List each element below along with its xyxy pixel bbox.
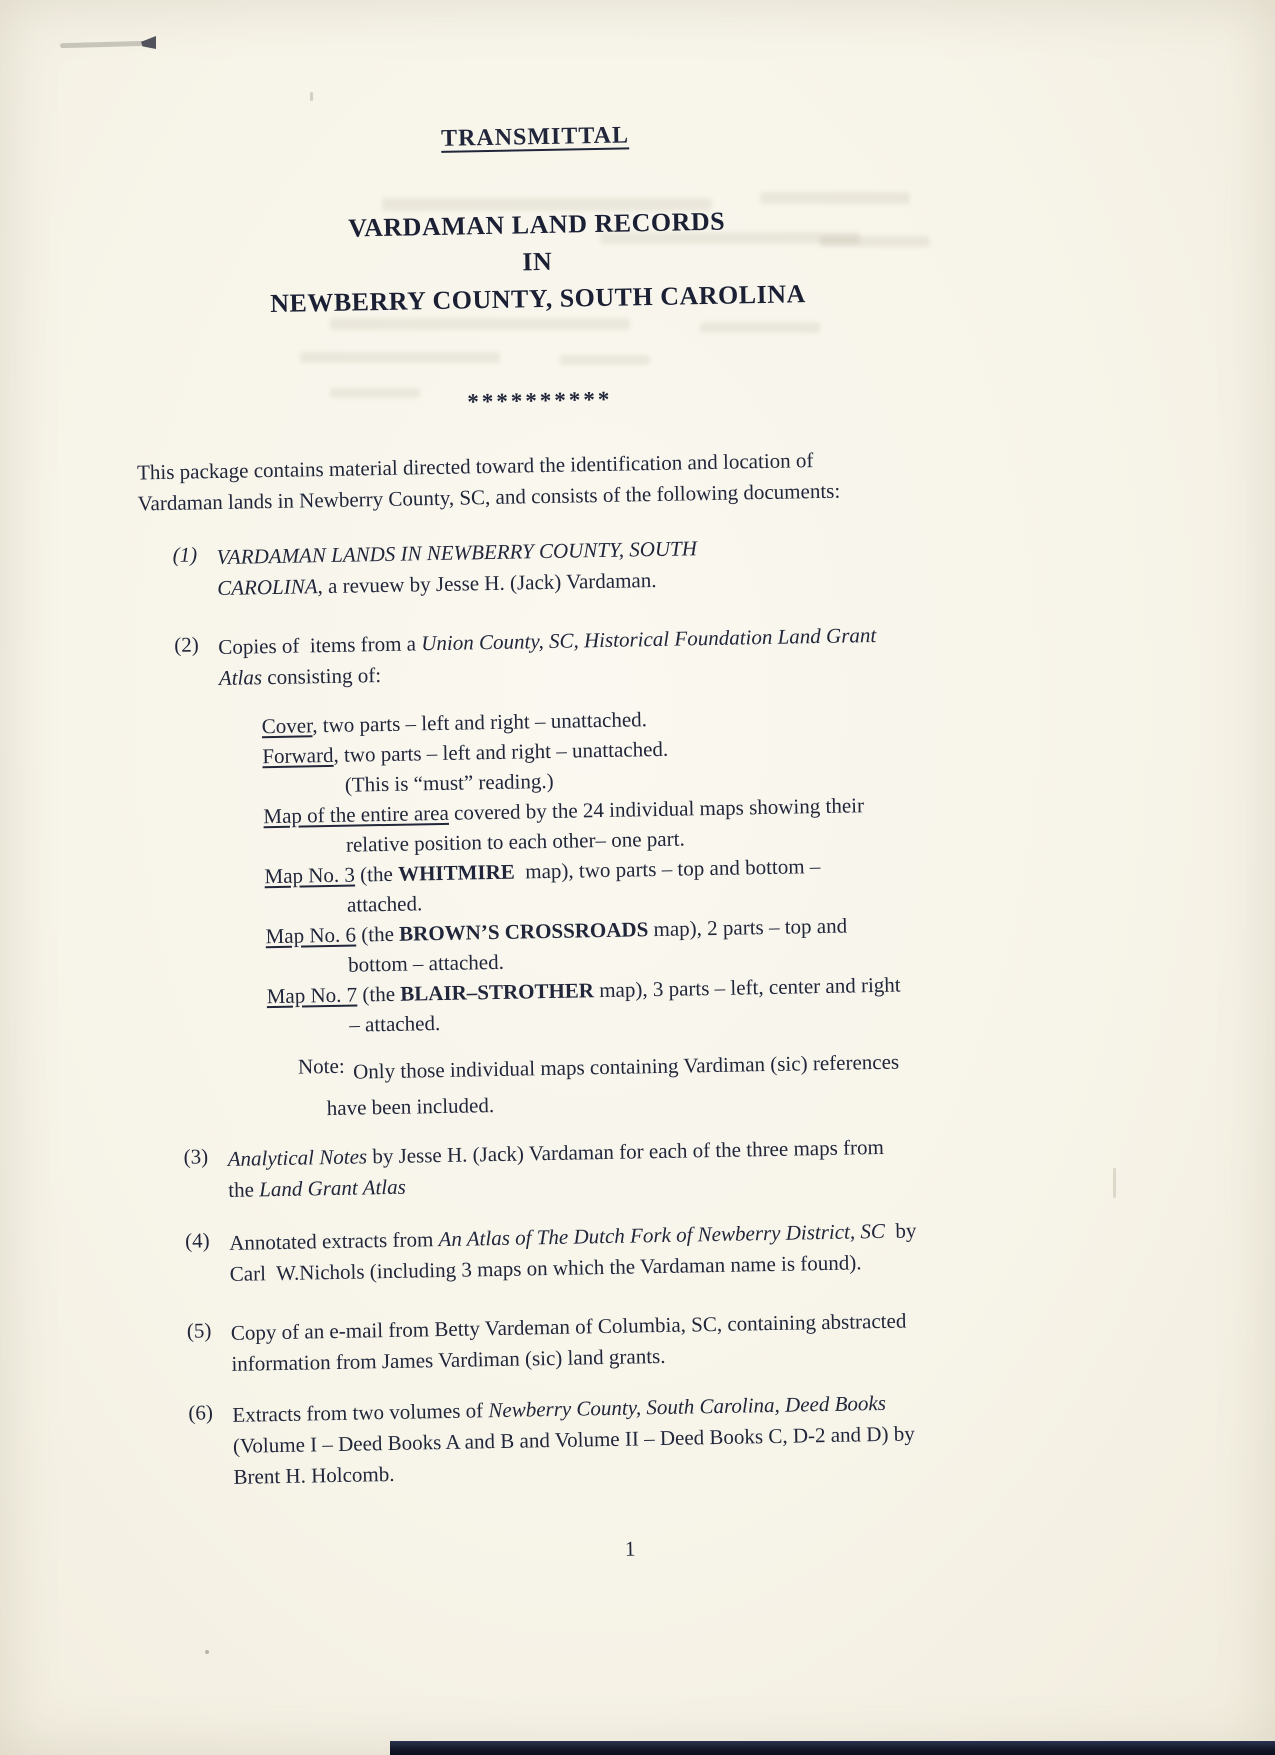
list-item-line: Annotated extracts from An Atlas of The Dutch Fork of Newberry District, SC by [229,1218,917,1255]
list-item-number: (2) [174,632,199,657]
list-item-line: (Volume I – Deed Books A and B and Volume II – Deed Books C, D-2 and D) by [232,1421,915,1458]
dust-speck [1113,1168,1116,1198]
sublist-line: – attached. [349,1011,441,1037]
separator-asterisks: ********** [467,386,613,415]
list-item-line: Atlas consisting of: [218,663,382,691]
note-line: have been included. [326,1093,495,1121]
list-item-line: the Land Grant Atlas [228,1174,407,1202]
sublist-line: attached. [346,891,423,917]
page-number: 1 [624,1536,636,1561]
sublist-line: Map of the entire area covered by the 24 individual maps showing their [263,793,865,829]
note-label: Note: [297,1053,345,1079]
intro-line: This package contains material directed toward the identification and location of [136,448,814,485]
intro-paragraph [137,445,841,520]
list-item-number: (1) [172,542,198,567]
heading-line: IN [522,246,553,277]
list-item-line: Brent H. Holcomb. [233,1461,395,1489]
list-item-5 [151,1306,908,1382]
document-title: TRANSMITTAL [440,122,630,152]
list-item-line: Analytical Notes by Jesse H. (Jack) Vardaman for each of the three maps from [227,1134,885,1171]
list-item-line: information from James Vardiman (sic) land grants. [231,1343,666,1376]
list-item-line: Copy of an e-mail from Betty Vardeman of Columbia, SC, containing abstracted [230,1308,907,1345]
sublist-line: Map No. 6 (the BROWN’S CROSSROADS map), 2 parts – top and [265,913,848,949]
sublist-line: Map No. 3 (the WHITMIRE map), two parts – top and bottom – [264,854,821,889]
sublist-line: bottom – attached. [347,949,505,977]
heading-line: VARDAMAN LAND RECORDS [347,206,726,243]
list-item-number: (5) [186,1318,212,1343]
sublist-line: relative position to each other– one part. [345,826,685,857]
list-item-line: Carl W.Nichols (including 3 maps on which the Vardaman name is found). [229,1250,862,1286]
list-item-line: CAROLINA, a revuew by Jesse H. (Jack) Vardaman. [217,567,657,601]
list-item-3 [147,1132,884,1207]
document-heading [130,199,944,325]
list-item-number: (6) [188,1400,214,1425]
sublist-line: Forward, two parts – left and right – unattached. [262,736,669,769]
note-line: Only those individual maps containing Vardiman (sic) references [352,1049,900,1084]
sublist-line: Map No. 7 (the BLAIR–STROTHER map), 3 parts – left, center and right [266,972,901,1009]
document-body [127,0,971,1755]
sublist-line: Cover, two parts – left and right – unattached. [261,707,648,739]
list-item-6 [152,1387,915,1494]
list-item-number: (3) [183,1144,209,1169]
sublist-line: (This is “must” reading.) [344,768,554,797]
list-item-number: (4) [184,1228,210,1253]
list-item-2 [138,620,877,696]
list-item-line: VARDAMAN LANDS IN NEWBERRY COUNTY, SOUTH [216,536,698,570]
list-item-line: Copies of items from a Union County, SC, Historical Foundation Land Grant [218,622,877,660]
list-item-4 [149,1215,917,1291]
list-item-1 [136,533,697,605]
heading-line: NEWBERRY COUNTY, SOUTH CAROLINA [269,279,807,319]
atlas-contents-sublist [140,699,958,1044]
note-paragraph [146,1044,900,1130]
intro-line: Vardaman lands in Newberry County, SC, and consists of the following documents: [137,478,841,516]
list-item-line: Extracts from two volumes of Newberry County, South Carolina, Deed Books [232,1390,887,1427]
